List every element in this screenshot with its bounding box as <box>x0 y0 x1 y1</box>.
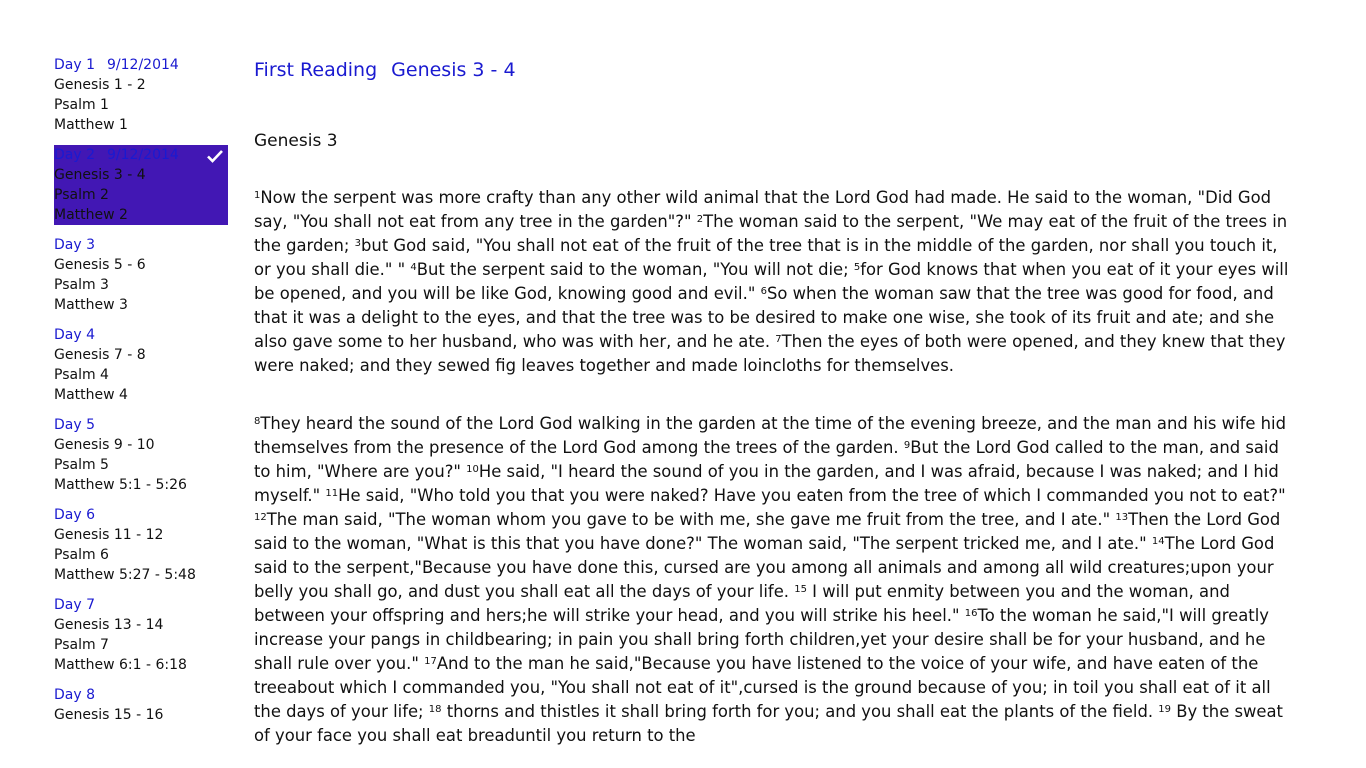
verse-number: 5 <box>853 262 861 273</box>
verse-number: 17 <box>424 656 437 667</box>
verse-number: 18 <box>428 704 442 715</box>
day-label: Day 7 <box>54 597 96 613</box>
day-reading: Psalm 7 <box>54 637 109 653</box>
verse-text: thorns and thistles it shall bring forth for you; and you shall eat the plants of the field. <box>441 702 1159 721</box>
day-title <box>54 505 228 525</box>
verse-number: 8 <box>254 416 261 427</box>
verse-number: 2 <box>696 214 704 225</box>
verse-text: but God said, "You shall not eat of the fruit of the tree that is in the middle of the garden, nor shall you touch it, or you shall die." " <box>254 236 1278 279</box>
verse-number: 3 <box>354 238 361 249</box>
verse-number: 12 <box>254 512 267 523</box>
verse-number: 13 <box>1115 512 1129 523</box>
day-reading: Matthew 3 <box>54 297 128 313</box>
day-label: Day 5 <box>54 417 96 433</box>
verse-text: I will put enmity between you and the woman, and between your offspring and hers;he will strike your head, and you will strike his heel." <box>254 582 1230 625</box>
day-reading: Matthew 2 <box>54 207 128 223</box>
day-item[interactable] <box>54 325 228 405</box>
verse-text: for God knows that when you eat of it your eyes will be opened, and you will be like God, knowing good and evil." <box>254 260 1289 303</box>
day-title <box>54 415 228 435</box>
day-reading: Matthew 1 <box>54 117 128 133</box>
day-item[interactable] <box>54 505 228 585</box>
day-reading: Psalm 2 <box>54 187 109 203</box>
day-label: Day 2 <box>54 147 96 163</box>
day-reading: Genesis 9 - 10 <box>54 437 155 453</box>
day-title <box>54 235 228 255</box>
day-reading: Psalm 3 <box>54 277 109 293</box>
day-reading: Genesis 11 - 12 <box>54 527 164 543</box>
day-date: 9/12/2014 <box>107 147 179 163</box>
day-reading: Matthew 4 <box>54 387 128 403</box>
verse-number: 4 <box>410 262 417 273</box>
day-reading: Psalm 5 <box>54 457 109 473</box>
day-date: 9/12/2014 <box>107 57 179 73</box>
verse-number: 1 <box>254 190 261 201</box>
verse-text: He said, "I heard the sound of you in the garden, and I was afraid, because I was naked; and I hid myself." <box>254 462 1279 505</box>
scripture-paragraph <box>254 186 1294 378</box>
verse-number: 19 <box>1158 704 1172 715</box>
day-title <box>54 595 228 615</box>
verse-number: 9 <box>903 440 911 451</box>
chapter-title: Genesis 3 <box>254 131 338 151</box>
scripture-paragraph <box>254 412 1294 748</box>
day-item[interactable] <box>54 145 228 225</box>
verse-number: 7 <box>775 334 782 345</box>
verse-number: 15 <box>794 584 807 595</box>
verse-text: By the sweat of your face you shall eat breaduntil you return to the <box>254 702 1283 745</box>
reading-pane <box>254 55 1294 745</box>
verse-text: To the woman he said,"I will greatly increase your pangs in childbearing; in pain you shall bring forth children,yet your desire shall be for your husband, and he shall rule over you." <box>254 606 1269 673</box>
day-reading: Psalm 6 <box>54 547 109 563</box>
verse-text: But the Lord God called to the man, and said to him, "Where are you?" <box>254 438 1279 481</box>
day-label: Day 1 <box>54 57 96 73</box>
verse-text: Then the Lord God said to the woman, "What is this that you have done?" The woman said, "The serpent tricked me, and I ate." <box>254 510 1281 553</box>
reading-range: Genesis 3 - 4 <box>391 59 516 81</box>
verse-number: 11 <box>325 488 339 499</box>
day-title <box>54 325 228 345</box>
day-reading: Genesis 15 - 16 <box>54 707 164 723</box>
day-label: Day 6 <box>54 507 96 523</box>
verse-text: He said, "Who told you that you were naked? Have you eaten from the tree of which I commanded you not to eat?" <box>338 486 1286 505</box>
verse-number: 16 <box>964 608 978 619</box>
day-reading: Genesis 7 - 8 <box>54 347 146 363</box>
verse-number: 10 <box>466 464 479 475</box>
day-list[interactable] <box>54 55 228 723</box>
day-title <box>54 145 228 165</box>
day-reading: Matthew 5:27 - 5:48 <box>54 567 196 583</box>
day-reading: Psalm 4 <box>54 367 109 383</box>
day-title <box>54 55 228 75</box>
reading-label: First Reading <box>254 59 378 81</box>
day-reading: Genesis 13 - 14 <box>54 617 164 633</box>
day-reading: Matthew 6:1 - 6:18 <box>54 657 187 673</box>
day-reading: Psalm 1 <box>54 97 109 113</box>
day-item[interactable] <box>54 595 228 675</box>
day-title <box>54 685 228 705</box>
verse-text: The woman said to the serpent, "We may eat of the fruit of the trees in the garden; <box>254 212 1288 255</box>
verse-text: And to the man he said,"Because you have listened to the voice of your wife, and have eaten of the treeabout which I commanded you, "You shall not eat of it",cursed is the ground because of you; in toil you shall eat of it all the days of your life; <box>254 654 1271 721</box>
day-item[interactable] <box>54 685 228 725</box>
day-reading: Genesis 1 - 2 <box>54 77 146 93</box>
verse-number: 6 <box>760 286 767 297</box>
day-item[interactable] <box>54 55 228 135</box>
verse-text: Then the eyes of both were opened, and they knew that they were naked; and they sewed fig leaves together and made loincloths for themselves. <box>254 332 1286 375</box>
day-label: Day 8 <box>54 687 96 703</box>
verse-number: 14 <box>1151 536 1165 547</box>
day-item[interactable] <box>54 235 228 315</box>
verse-text: They heard the sound of the Lord God walking in the garden at the time of the evening breeze, and the man and his wife hid themselves from the presence of the Lord God among the trees of the garden. <box>254 414 1287 457</box>
verse-text: So when the woman saw that the tree was good for food, and that it was a delight to the eyes, and that the tree was to be desired to make one wise, she took of its fruit and ate; and she also gave some to her husband, who was with her, and he ate. <box>254 284 1275 351</box>
verse-text: The Lord God said to the serpent,"Because you have done this, cursed are you among all animals and among all wild creatures;upon your belly you shall go, and dust you shall eat all the days of your life. <box>254 534 1275 601</box>
verse-text: But the serpent said to the woman, "You will not die; <box>416 260 854 279</box>
day-label: Day 4 <box>54 327 96 343</box>
checkmark-icon <box>206 148 224 164</box>
day-reading: Genesis 5 - 6 <box>54 257 146 273</box>
verse-text: The man said, "The woman whom you gave to be with me, she gave me fruit from the tree, and I ate." <box>266 510 1116 529</box>
verse-text: Now the serpent was more crafty than any other wild animal that the Lord God had made. He said to the woman, "Did God say, "You shall not eat from any tree in the garden"?" <box>254 188 1272 231</box>
day-reading: Matthew 5:1 - 5:26 <box>54 477 187 493</box>
day-item[interactable] <box>54 415 228 495</box>
day-reading: Genesis 3 - 4 <box>54 167 146 183</box>
day-label: Day 3 <box>54 237 96 253</box>
reading-header <box>254 55 1294 85</box>
